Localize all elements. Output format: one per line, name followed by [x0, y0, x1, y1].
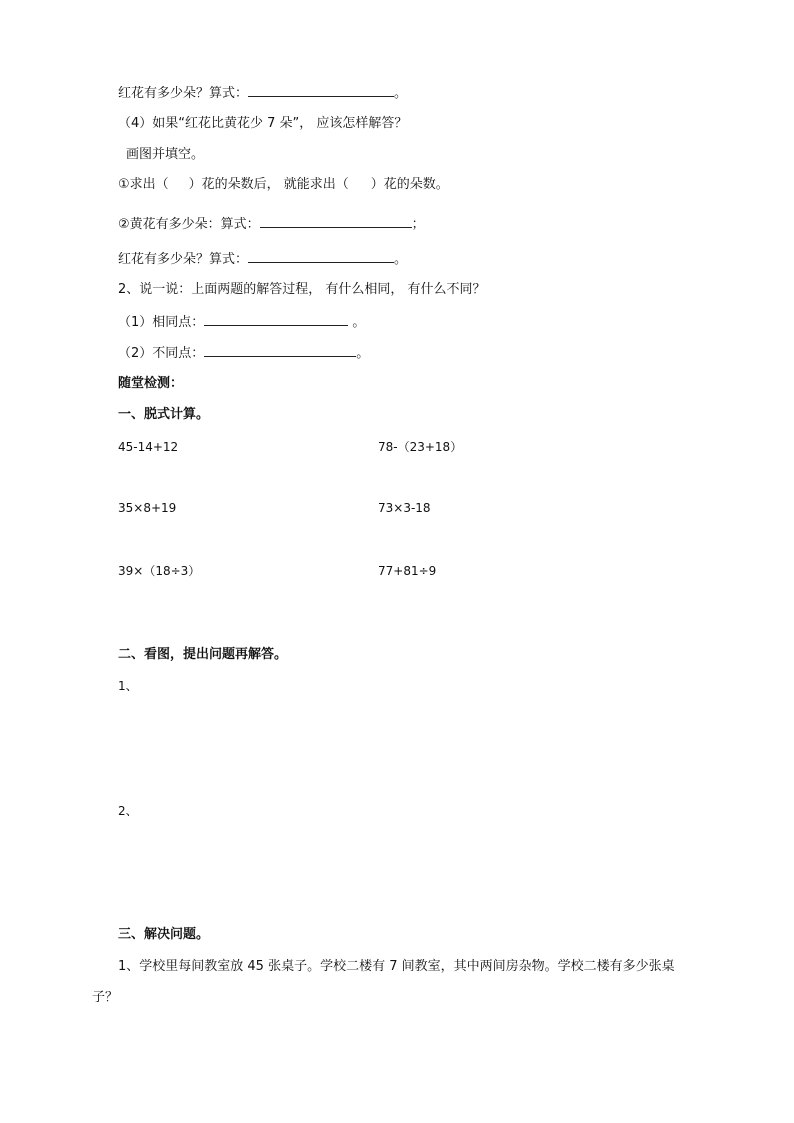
- answer-blank[interactable]: [248, 250, 394, 263]
- step-2-yellow-flower: [118, 215, 425, 233]
- expression-4: 73×3-18: [378, 501, 431, 515]
- question-text: 红花有多少朵？算式：: [118, 252, 249, 267]
- question-text: 红花有多少朵？算式：: [118, 86, 249, 101]
- answer-blank[interactable]: [248, 84, 394, 97]
- section-2-item-2: 2、: [118, 804, 138, 818]
- expression-2: 78-（23+18）: [378, 440, 463, 454]
- red-flower-count-question: [118, 84, 407, 102]
- answer-blank[interactable]: [260, 215, 412, 228]
- period: 。: [394, 86, 408, 101]
- compare-question: 2、说一说：上面两题的解答过程， 有什么相同， 有什么不同？: [118, 282, 486, 297]
- quiz-heading: 随堂检测：: [118, 376, 184, 391]
- step-1-text-c: ）花的朵数。: [370, 177, 449, 192]
- section-1-title: 一、脱式计算。: [118, 407, 210, 422]
- section-3-title: 三、解决问题。: [118, 927, 210, 942]
- period: 。: [356, 346, 370, 361]
- similarities-line: [118, 313, 365, 331]
- step-1-text-b: ）花的朵数后， 就能求出（: [188, 177, 349, 192]
- answer-blank[interactable]: [204, 313, 348, 326]
- answer-blank[interactable]: [204, 344, 356, 357]
- step-1-text-a: ①求出（: [118, 177, 169, 192]
- differences-line: [118, 344, 369, 362]
- draw-and-fill-instruction: 画图并填空。: [126, 147, 205, 162]
- expression-6: 77+81÷9: [378, 564, 437, 578]
- problem-1-line-2: 子？: [92, 990, 119, 1005]
- red-flower-count-question-2: [118, 250, 407, 268]
- expression-3: 35×8+19: [118, 501, 177, 515]
- problem-1-line-1: 1、学校里每间教室放 45 张桌子。学校二楼有 7 间教室，其中两间房杂物。学校二楼有多少张桌: [118, 959, 675, 974]
- expression-5: 39×（18÷3）: [118, 564, 201, 578]
- expression-1: 45-14+12: [118, 440, 179, 454]
- step-1-fill-in: [118, 177, 449, 193]
- section-2-item-1: 1、: [118, 679, 138, 693]
- period: 。: [394, 252, 408, 267]
- section-2-title: 二、看图，提出问题再解答。: [118, 647, 288, 662]
- differences-label: （2）不同点：: [118, 346, 205, 361]
- period: 。: [352, 315, 366, 330]
- question-4: （4）如果“红花比黄花少 7 朵”， 应该怎样解答？: [118, 116, 408, 131]
- similarities-label: （1）相同点：: [118, 315, 205, 330]
- step-2-text: ②黄花有多少朵：算式：: [118, 217, 260, 232]
- semicolon: ；: [411, 217, 425, 232]
